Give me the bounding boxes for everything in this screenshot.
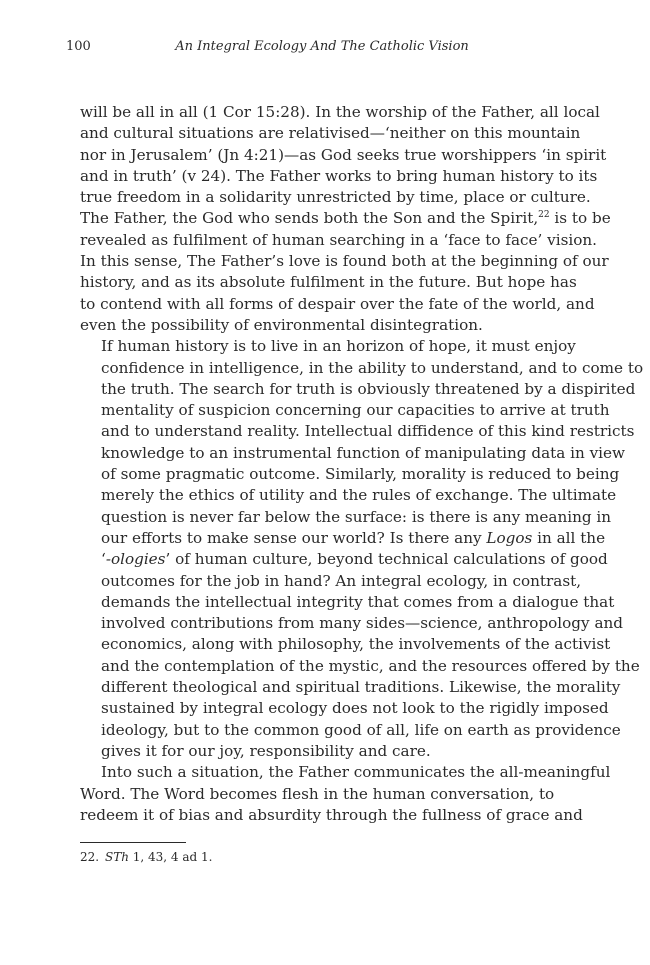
footnote: [80, 849, 212, 865]
text-line: and to understand reality. Intellectual diffidence of this kind restricts: [101, 422, 635, 441]
text-line: to contend with all forms of despair over the fate of the world, and: [80, 294, 595, 313]
italic-term-logos: Logos: [486, 528, 533, 547]
text-line: [80, 528, 606, 549]
text-line: confidence in intelligence, in the ability to understand, and to come to: [101, 358, 644, 377]
text-line: economics, along with philosophy, the involvements of the activist: [101, 635, 611, 654]
text-line: If human history is to live in an horizon of hope, it must enjoy: [101, 337, 576, 356]
text-line: and cultural situations are relativised—‘neither on this mountain: [80, 124, 581, 143]
text-line: true freedom in a solidarity unrestricted by time, place or culture.: [80, 188, 591, 207]
paragraph-2: [80, 336, 644, 762]
text-line: outcomes for the job in hand? An integral ecology, in contrast,: [101, 571, 582, 590]
text-segment: our efforts to make sense our world? Is there any: [101, 528, 487, 547]
text-line: knowledge to an instrumental function of manipulating data in view: [101, 443, 626, 462]
text-segment: The Father, the God who sends both the Son and the Spirit,: [80, 209, 539, 228]
text-segment: ’ of human culture, beyond technical calculations of good: [165, 550, 608, 569]
footnote-reference: 22: [538, 210, 550, 221]
text-line: nor in Jerusalem’ (Jn 4:21)—as God seeks true worshippers ‘in spirit: [80, 145, 607, 164]
text-line: gives it for our joy, responsibility and care.: [101, 741, 431, 760]
italic-term-ologies: -ologies: [105, 550, 166, 569]
text-line: different theological and spiritual traditions. Likewise, the morality: [101, 678, 621, 697]
text-line: and the contemplation of the mystic, and the resources offered by the: [101, 656, 640, 675]
text-line: history, and as its absolute fulfilment in the future. But hope has: [80, 273, 577, 292]
paragraph-1: [80, 102, 611, 336]
text-line: [80, 549, 608, 570]
text-line: Into such a situation, the Father communicates the all-meaningful: [101, 763, 611, 782]
text-line: and in truth’ (v 24). The Father works to bring human history to its: [80, 166, 598, 185]
text-line: [80, 208, 611, 229]
text-line: revealed as fulfilment of human searching in a ‘face to face’ vision.: [80, 230, 597, 249]
text-line: question is never far below the surface: is there is any meaning in: [101, 507, 612, 526]
body-text: [80, 102, 644, 826]
footnote-text: 1, 43, 4 ad 1.: [128, 850, 213, 864]
text-line: sustained by integral ecology does not look to the rigidly imposed: [101, 699, 609, 718]
running-title: An Integral Ecology And The Catholic Vision: [175, 39, 469, 54]
footnote-italic: STh: [105, 850, 129, 864]
text-line: ideology, but to the common good of all, life on earth as providence: [101, 720, 621, 739]
text-line: merely the ethics of utility and the rules of exchange. The ultimate: [101, 486, 617, 505]
text-line: redeem it of bias and absurdity through the fullness of grace and: [80, 805, 583, 824]
footnote-separator: [80, 842, 186, 843]
text-line: demands the intellectual integrity that comes from a dialogue that: [101, 592, 615, 611]
paragraph-3: [80, 762, 611, 826]
text-segment: in all the: [532, 528, 606, 547]
text-line: will be all in all (1 Cor 15:28). In the worship of the Father, all local: [80, 103, 600, 121]
text-line: involved contributions from many sides—science, anthropology and: [101, 614, 623, 633]
text-segment: ‘: [101, 550, 106, 569]
text-segment: is to be: [549, 209, 611, 228]
page-header: [66, 38, 554, 56]
text-line: mentality of suspicion concerning our capacities to arrive at truth: [101, 401, 610, 420]
text-line: In this sense, The Father’s love is found both at the beginning of our: [80, 252, 609, 271]
page-number: 100: [66, 39, 91, 54]
text-line: the truth. The search for truth is obviously threatened by a dispirited: [101, 379, 636, 398]
text-line: Word. The Word becomes flesh in the human conversation, to: [80, 784, 555, 803]
footnote-number: 22.: [80, 850, 100, 864]
text-line: of some pragmatic outcome. Similarly, morality is reduced to being: [101, 465, 620, 484]
text-line: even the possibility of environmental disintegration.: [80, 315, 483, 334]
